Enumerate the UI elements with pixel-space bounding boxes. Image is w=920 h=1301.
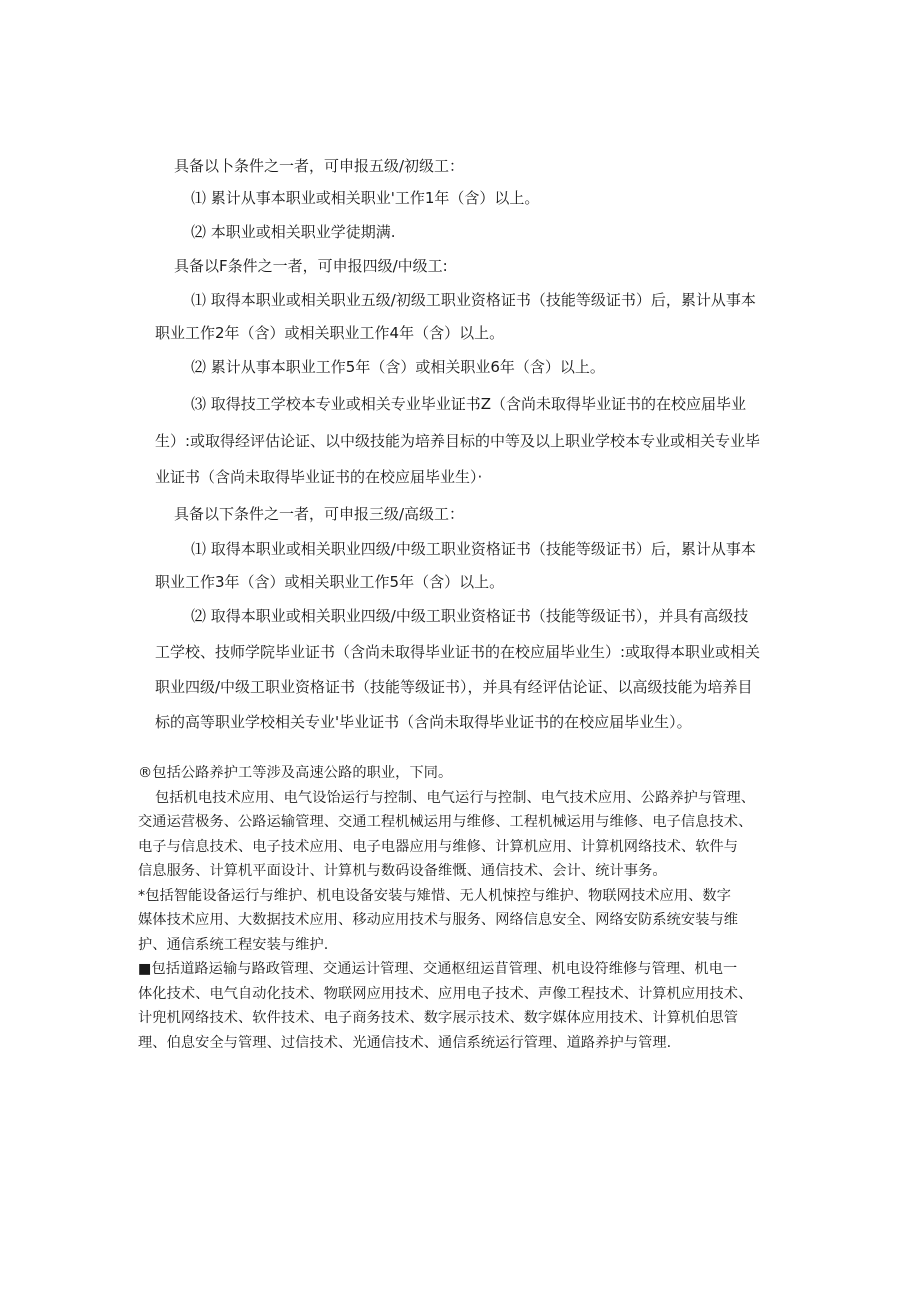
section-four-item-3-line-3: 业证书（含尚未取得毕业证书的在校应届毕业生）· <box>155 468 483 486</box>
section-four-item-2: ⑵ 累计从事本职业工作5年（含）或相关职业6年（含）以上。 <box>191 358 605 376</box>
footnote-4-line-4: 理、伯息安全与管理、过信技术、光通信技术、通信系统运行管理、道路养护与管理. <box>138 1035 672 1051</box>
footnote-1: ®包括公路养护工等涉及高速公路的职业，下同。 <box>138 765 453 781</box>
section-three-heading: 具备以下条件之一者，可申报三级/高级工： <box>174 505 465 523</box>
section-three-item-2-line-4: 标的高等职业学校相关专业'毕业证书（含尚未取得毕业证书的在校应届毕业生）。 <box>155 713 692 731</box>
footnote-2-line-3: 电子与信息技术、电子技术应用、电子电器应用与维修、计算机应用、计算机网络技术、软件与 <box>138 839 739 855</box>
footnote-4-line-2: 体化技术、电气自动化技术、物联网应用技术、应用电子技术、声像工程技术、计算机应用技术、 <box>138 986 753 1002</box>
footnote-2-line-4: 信息服务、计算机平面设计、计算机与数码设备维慨、通信技术、会计、统计事务。 <box>138 863 667 879</box>
section-five-heading: 具备以卜条件之一者，可申报五级/初级工： <box>174 157 465 175</box>
section-three-item-2-line-2: 工学校、技师学院毕业证书（含尚未取得毕业证书的在校应届毕业生）:或取得本职业或相关 <box>155 643 761 661</box>
section-four-item-3-line-1: ⑶ 取得技工学校本专业或相关专业毕业证书Z（含尚未取得毕业证书的在校应届毕业 <box>191 395 747 413</box>
footnote-4-line-1: ■包括道路运输与路政管理、交通运计管理、交通枢纽运苜管理、机电设符维修与管理、机电一 <box>138 961 738 977</box>
footnote-2-line-1: 包括机电技术应用、电气设饴运行与控制、电气运行与控制、电气技术应用、公路养护与管理、 <box>155 790 756 806</box>
section-three-item-1-line-1: ⑴ 取得本职业或相关职业四级/中级工职业资格证书（技能等级证书）后，累计从事本 <box>191 540 756 558</box>
section-four-item-1-line-1: ⑴ 取得本职业或相关职业五级/初级工职业资格证书（技能等级证书）后，累计从事本 <box>191 291 756 309</box>
section-four-item-3-line-2: 生）:或取得经评估论证、以中级技能为培养目标的中等及以上职业学校本专业或相关专业毕 <box>155 432 761 450</box>
section-five-item-1: ⑴ 累计从事本职业或相关职业'工作1年（含）以上。 <box>191 189 540 207</box>
section-four-heading: 具备以F条件之一者，可申报四级/中级工: <box>174 257 448 275</box>
footnote-2-line-2: 交通运营极务、公路运输管理、交通工程机械运用与维修、工程机械运用与维修、电子信息技术、 <box>138 814 753 830</box>
section-five-item-2: ⑵ 本职业或相关职业学徒期满. <box>191 223 396 241</box>
section-four-item-1-line-2: 职业工作2年（含）或相关职业工作4年（含）以上。 <box>155 324 505 342</box>
section-three-item-1-line-2: 职业工作3年（含）或相关职业工作5年（含）以上。 <box>155 573 505 591</box>
footnote-3-line-3: 护、通信系统工程安装与维护. <box>138 937 329 953</box>
footnote-4-line-3: 计兜机网络技术、软件技术、电子商务技术、数字展示技术、数字媒体应用技术、计算机伯思管 <box>138 1010 739 1026</box>
section-three-item-2-line-1: ⑵ 取得本职业或相关职业四级/中级工职业资格证书（技能等级证书），并具有高级技 <box>191 607 749 625</box>
footnote-3-line-2: 媒体技术应用、大数据技术应用、移动应用技术与服务、网络信息安全、网络安防系统安装与维 <box>138 912 739 928</box>
section-three-item-2-line-3: 职业四级/中级工职业资格证书（技能等级证书），并具有经评估论证、以高级技能为培养目 <box>155 678 753 696</box>
footnote-3-line-1: *包括智能设备运行与维护、机电设备安装与雉惜、无人机悚控与维护、物联网技术应用、数字 <box>138 888 731 904</box>
